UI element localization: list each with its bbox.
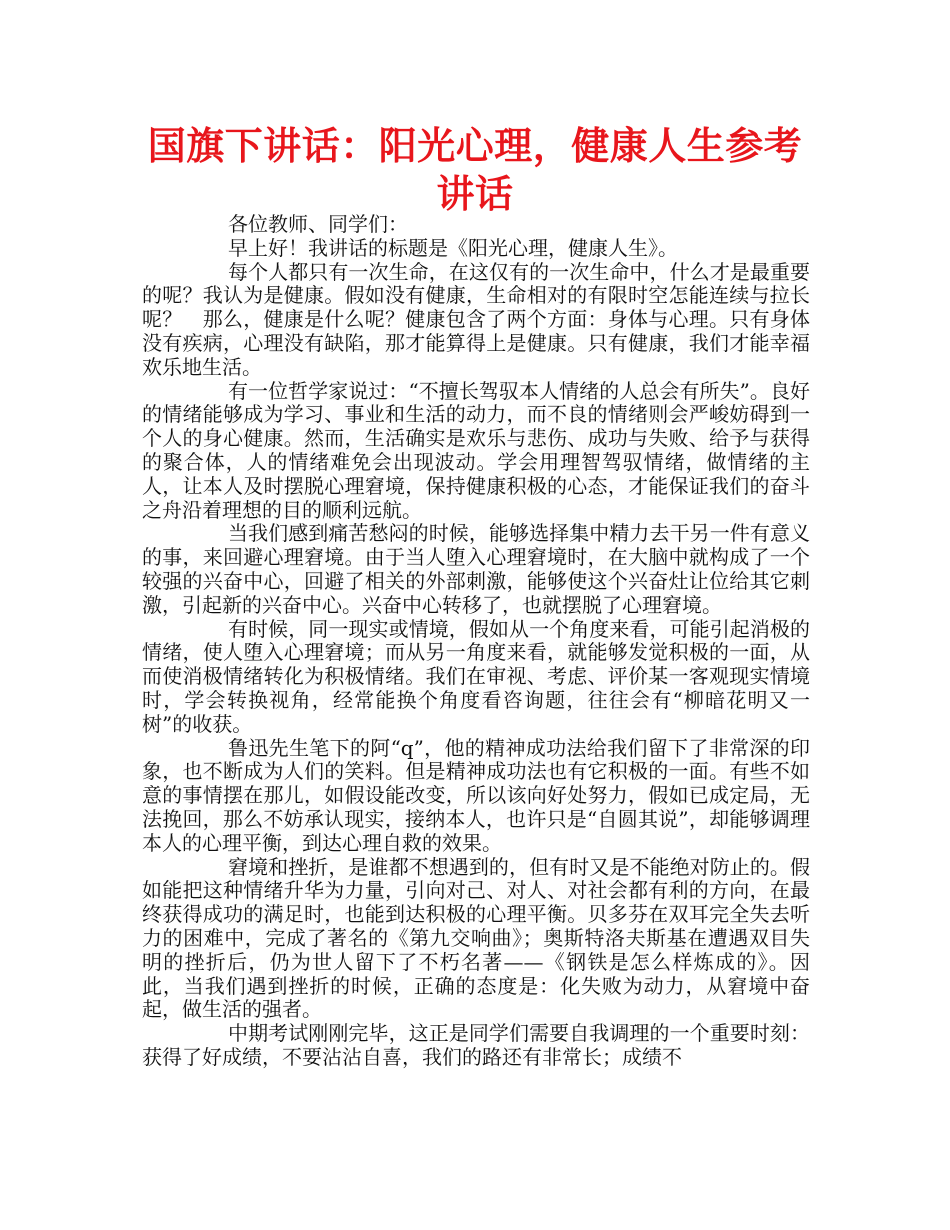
body-paragraph: 鲁迅先生笔下的阿“q”，他的精神成功法给我们留下了非常深的印象，也不断成为人们的笑料。但是精神成功法也有它积极的一面。有些不如意的事情摆在那儿，如假设能改变，所以该向好处努力，假如已成定局，无法挽回，那么不妨承认现实，接纳本人，也许只是“自圆其说”，却能够调理本人的心理平衡，到达心理自救的效果。 xyxy=(142,735,810,855)
salutation-paragraph: 各位教师、同学们： xyxy=(228,212,408,236)
body-paragraph: 早上好！我讲话的标题是《阳光心理，健康人生》。 xyxy=(228,235,678,260)
body-paragraph: 每个人都只有一次生命，在这仅有的一次生命中，什么才是最重要的呢？我认为是健康。假如没有健康，生命相对的有限时空怎能连续与拉长呢？ 那么，健康是什么呢？健康包含了两个方面：身体与心理。只有身体没有疾病，心理没有缺陷，那才能算得上是健康。只有健康，我们才能幸福欢乐地生活。 xyxy=(142,259,810,379)
body-paragraph: 窘境和挫折，是谁都不想遇到的，但有时又是不能绝对防止的。假如能把这种情绪升华为力量，引向对己、对人、对社会都有利的方向，在最终获得成功的满足时，也能到达积极的心理平衡。贝多芬在双耳完全失去听力的困难中，完成了著名的《第九交响曲》；奥斯特洛夫斯基在遭遇双目失明的挫折后，仍为世人留下了不朽名著——《钢铁是怎么样炼成的》。因此，当我们遇到挫折的时候，正确的态度是：化失败为动力，从窘境中奋起，做生活的强者。 xyxy=(142,854,810,1022)
body-paragraph: 中期考试刚刚完毕，这正是同学们需要自我调理的一个重要时刻：获得了好成绩，不要沾沾自喜，我们的路还有非常长；成绩不 xyxy=(142,1021,810,1069)
body-paragraph: 当我们感到痛苦愁闷的时候，能够选择集中精力去干另一件有意义的事，来回避心理窘境。由于当人堕入心理窘境时，在大脑中就构成了一个较强的兴奋中心，回避了相关的外部刺激，能够使这个兴奋灶让位给其它刺激，引起新的兴奋中心。兴奋中心转移了，也就摆脱了心理窘境。 xyxy=(142,521,810,617)
document-title: 国旗下讲话：阳光心理，健康人生参考讲话 xyxy=(147,124,803,216)
body-paragraph: 有时候，同一现实或情境，假如从一个角度来看，可能引起消极的情绪，使人堕入心理窘境；而从另一角度来看，就能够发觉积极的一面，从而使消极情绪转化为积极情绪。我们在审视、考虑、评价某一客观现实情境时，学会转换视角，经常能换个角度看咨询题，往往会有“柳暗花明又一树”的收获。 xyxy=(142,616,810,736)
body-paragraph: 有一位哲学家说过：“不擅长驾驭本人情绪的人总会有所失”。良好的情绪能够成为学习、事业和生活的动力，而不良的情绪则会严峻妨碍到一个人的身心健康。然而，生活确实是欢乐与悲伤、成功与失败、给予与获得的聚合体，人的情绪难免会出现波动。学会用理智驾驭情绪，做情绪的主人，让本人及时摆脱心理窘境，保持健康积极的心态，才能保证我们的奋斗之舟沿着理想的目的顺利远航。 xyxy=(142,378,810,522)
document-body xyxy=(142,213,810,1070)
